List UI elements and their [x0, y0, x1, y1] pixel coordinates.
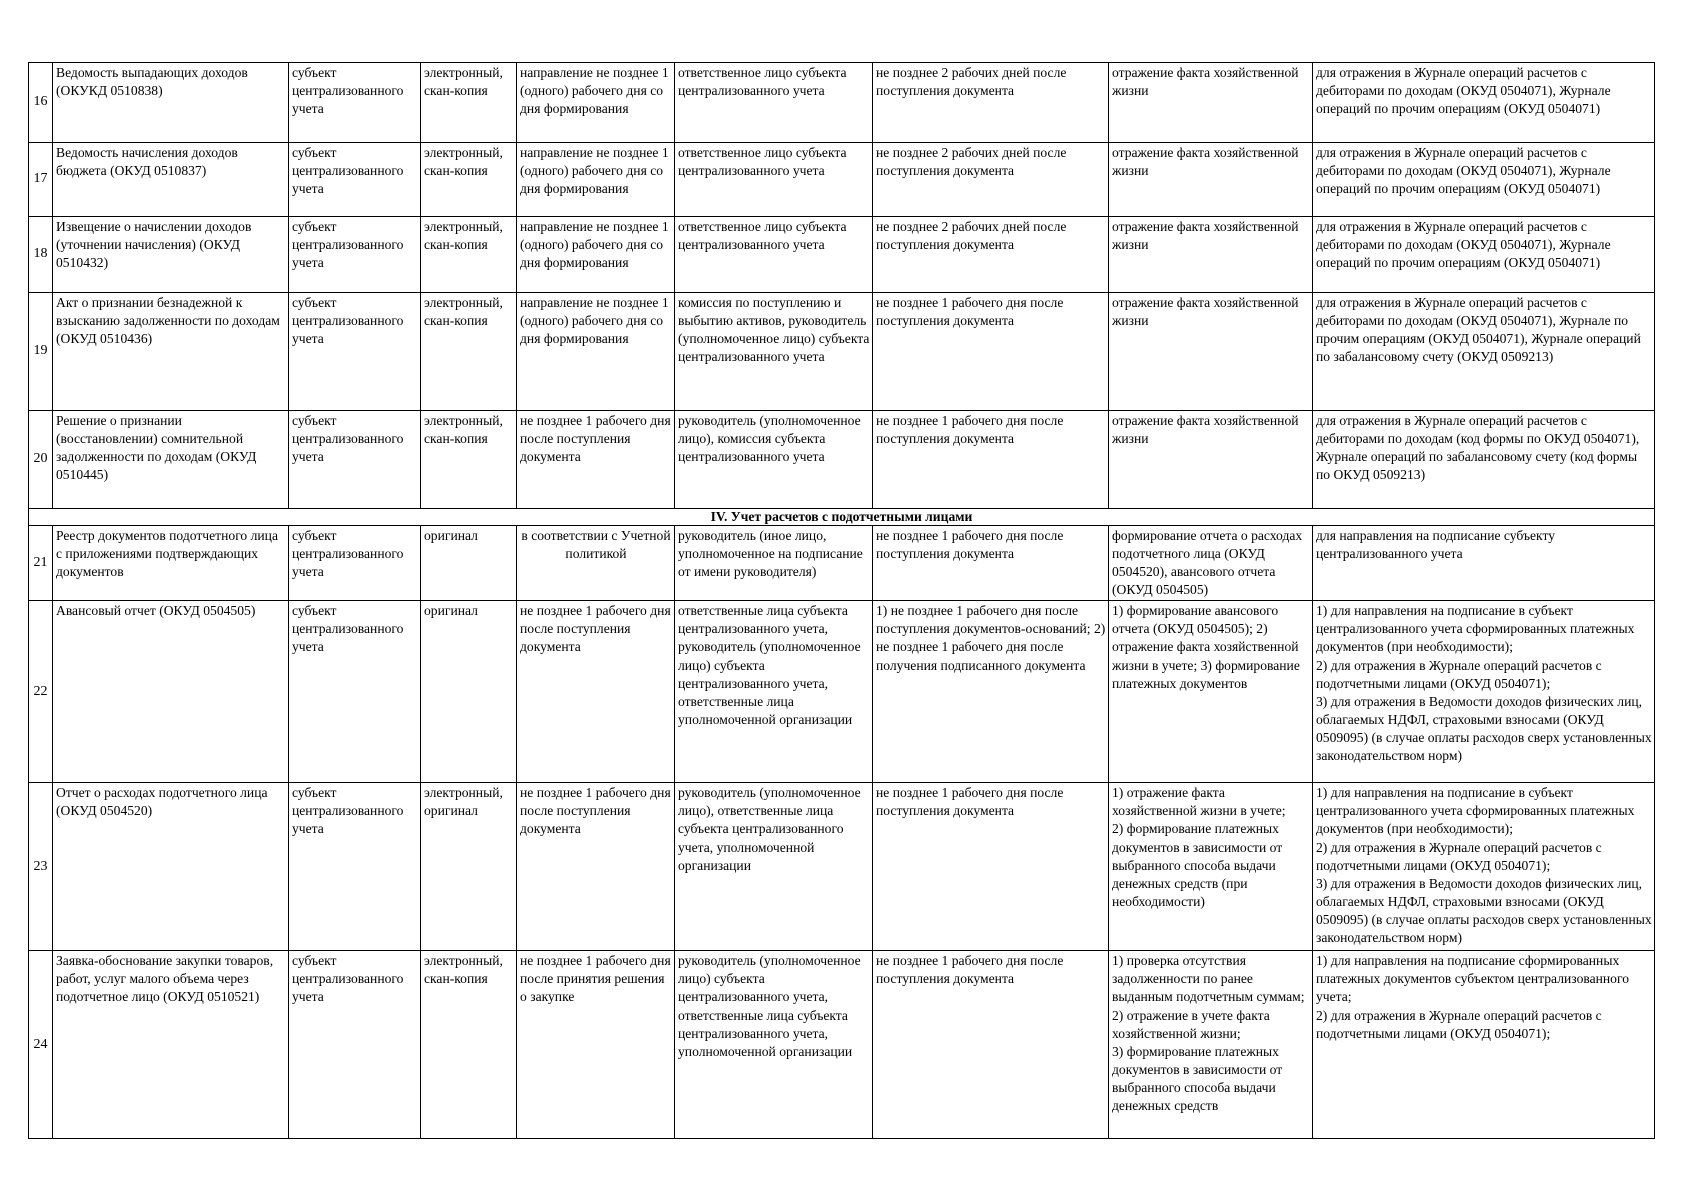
form-cell: электронный, скан-копия: [421, 217, 517, 293]
row-number: 24: [29, 951, 53, 1139]
responsible-cell: ответственное лицо субъекта централизованного учета: [675, 143, 873, 217]
row-number: 23: [29, 783, 53, 951]
submission-term-cell: не позднее 1 рабочего дня после поступления документа: [517, 601, 675, 783]
section-header-row: [29, 509, 1655, 526]
document-name-cell: Заявка-обоснование закупки товаров, работ, услуг малого объема через подотчетное лицо (ОКУД 0510521): [53, 951, 289, 1139]
submission-term-cell: не позднее 1 рабочего дня после поступления документа: [517, 411, 675, 509]
document-name-cell: Акт о признании безнадежной к взысканию задолженности по доходам (ОКУД 0510436): [53, 293, 289, 411]
row-number: 21: [29, 526, 53, 601]
action-cell: 1) проверка отсутствия задолженности по ранее выданным подотчетным суммам; 2) отражение в учете факта хозяйственной жизни; 3) формирование платежных документов в зависимости от выбранного способа выдачи денежных средств: [1109, 951, 1313, 1139]
deadline-cell: не позднее 1 рабочего дня после поступления документа: [873, 783, 1109, 951]
document-name-cell: Отчет о расходах подотчетного лица (ОКУД 0504520): [53, 783, 289, 951]
deadline-cell: 1) не позднее 1 рабочего дня после поступления документов-оснований; 2) не позднее 1 рабочего дня после получения подписанного документа: [873, 601, 1109, 783]
submission-term-cell: направление не позднее 1 (одного) рабочего дня со дня формирования: [517, 63, 675, 143]
purpose-cell: для направления на подписание субъекту централизованного учета: [1313, 526, 1655, 601]
action-cell: отражение факта хозяйственной жизни: [1109, 143, 1313, 217]
form-cell: электронный, скан-копия: [421, 63, 517, 143]
submission-term-cell: не позднее 1 рабочего дня после принятия решения о закупке: [517, 951, 675, 1139]
deadline-cell: не позднее 2 рабочих дней после поступления документа: [873, 63, 1109, 143]
purpose-cell: для отражения в Журнале операций расчетов с дебиторами по доходам (ОКУД 0504071), Журнале операций по прочим операциям (ОКУД 0504071): [1313, 217, 1655, 293]
responsible-cell: ответственные лица субъекта централизованного учета, руководитель (уполномоченное лицо) субъекта централизованного учета, ответственные лица уполномоченной организации: [675, 601, 873, 783]
submission-term-cell: не позднее 1 рабочего дня после поступления документа: [517, 783, 675, 951]
submission-term-cell: направление не позднее 1 (одного) рабочего дня со дня формирования: [517, 217, 675, 293]
creator-cell: субъект централизованного учета: [289, 601, 421, 783]
row-number: 22: [29, 601, 53, 783]
table-row: [29, 601, 1655, 783]
responsible-cell: ответственное лицо субъекта централизованного учета: [675, 63, 873, 143]
action-cell: отражение факта хозяйственной жизни: [1109, 217, 1313, 293]
submission-term-cell: направление не позднее 1 (одного) рабочего дня со дня формирования: [517, 293, 675, 411]
table-row: [29, 143, 1655, 217]
action-cell: отражение факта хозяйственной жизни: [1109, 411, 1313, 509]
deadline-cell: не позднее 2 рабочих дней после поступления документа: [873, 143, 1109, 217]
action-cell: формирование отчета о расходах подотчетного лица (ОКУД 0504520), авансового отчета (ОКУД 0504505): [1109, 526, 1313, 601]
row-number: 19: [29, 293, 53, 411]
creator-cell: субъект централизованного учета: [289, 143, 421, 217]
responsible-cell: руководитель (уполномоченное лицо) субъекта централизованного учета, ответственные лица субъекта централизованного учета, уполномоченной организации: [675, 951, 873, 1139]
purpose-cell: для отражения в Журнале операций расчетов с дебиторами по доходам (ОКУД 0504071), Журнале операций по прочим операциям (ОКУД 0504071): [1313, 63, 1655, 143]
table-row: [29, 217, 1655, 293]
responsible-cell: ответственное лицо субъекта централизованного учета: [675, 217, 873, 293]
table-row: [29, 411, 1655, 509]
purpose-cell: 1) для направления на подписание в субъект централизованного учета сформированных платежных документов (при необходимости); 2) для отражения в Журнале операций расчетов с подотчетными лицами (ОКУД 0504071); 3) для отражения в Ведомости доходов физических лиц, облагаемых НДФЛ, страховыми взносами (ОКУД 0509095) (в случае оплаты расходов сверх установленных законодательством норм): [1313, 601, 1655, 783]
purpose-cell: 1) для направления на подписание сформированных платежных документов субъектом централизованного учета; 2) для отражения в Журнале операций расчетов с подотчетными лицами (ОКУД 0504071);: [1313, 951, 1655, 1139]
deadline-cell: не позднее 1 рабочего дня после поступления документа: [873, 951, 1109, 1139]
form-cell: электронный, скан-копия: [421, 951, 517, 1139]
submission-term-cell: направление не позднее 1 (одного) рабочего дня со дня формирования: [517, 143, 675, 217]
table-row: [29, 783, 1655, 951]
deadline-cell: не позднее 1 рабочего дня после поступления документа: [873, 293, 1109, 411]
document-flow-table: [28, 62, 1655, 1139]
purpose-cell: для отражения в Журнале операций расчетов с дебиторами по доходам (ОКУД 0504071), Журнале по прочим операциям (ОКУД 0504071), Журнале операций по забалансовому счету (ОКУД 0509213): [1313, 293, 1655, 411]
section-title: IV. Учет расчетов с подотчетными лицами: [29, 509, 1655, 526]
table-row: [29, 526, 1655, 601]
creator-cell: субъект централизованного учета: [289, 783, 421, 951]
responsible-cell: руководитель (уполномоченное лицо), комиссия субъекта централизованного учета: [675, 411, 873, 509]
form-cell: оригинал: [421, 601, 517, 783]
action-cell: отражение факта хозяйственной жизни: [1109, 293, 1313, 411]
document-sheet: [28, 62, 1654, 1139]
creator-cell: субъект централизованного учета: [289, 411, 421, 509]
responsible-cell: комиссия по поступлению и выбытию активов, руководитель (уполномоченное лицо) субъекта централизованного учета: [675, 293, 873, 411]
creator-cell: субъект централизованного учета: [289, 293, 421, 411]
document-name-cell: Решение о признании (восстановлении) сомнительной задолженности по доходам (ОКУД 0510445): [53, 411, 289, 509]
creator-cell: субъект централизованного учета: [289, 951, 421, 1139]
purpose-cell: для отражения в Журнале операций расчетов с дебиторами по доходам (код формы по ОКУД 0504071), Журнале операций по забалансовому счету (код формы по ОКУД 0509213): [1313, 411, 1655, 509]
document-name-cell: Извещение о начислении доходов (уточнении начисления) (ОКУД 0510432): [53, 217, 289, 293]
deadline-cell: не позднее 1 рабочего дня после поступления документа: [873, 411, 1109, 509]
purpose-cell: для отражения в Журнале операций расчетов с дебиторами по доходам (ОКУД 0504071), Журнале операций по прочим операциям (ОКУД 0504071): [1313, 143, 1655, 217]
creator-cell: субъект централизованного учета: [289, 63, 421, 143]
creator-cell: субъект централизованного учета: [289, 217, 421, 293]
document-name-cell: Авансовый отчет (ОКУД 0504505): [53, 601, 289, 783]
document-name-cell: Реестр документов подотчетного лица с приложениями подтверждающих документов: [53, 526, 289, 601]
document-name-cell: Ведомость выпадающих доходов (ОКУКД 0510838): [53, 63, 289, 143]
table-row: [29, 293, 1655, 411]
form-cell: оригинал: [421, 526, 517, 601]
responsible-cell: руководитель (иное лицо, уполномоченное на подписание от имени руководителя): [675, 526, 873, 601]
action-cell: 1) формирование авансового отчета (ОКУД 0504505); 2) отражение факта хозяйственной жизни в учете; 3) формирование платежных документов: [1109, 601, 1313, 783]
form-cell: электронный, скан-копия: [421, 411, 517, 509]
action-cell: отражение факта хозяйственной жизни: [1109, 63, 1313, 143]
action-cell: 1) отражение факта хозяйственной жизни в учете; 2) формирование платежных документов в зависимости от выбранного способа выдачи денежных средств (при необходимости): [1109, 783, 1313, 951]
table-row: [29, 951, 1655, 1139]
document-name-cell: Ведомость начисления доходов бюджета (ОКУД 0510837): [53, 143, 289, 217]
deadline-cell: не позднее 2 рабочих дней после поступления документа: [873, 217, 1109, 293]
row-number: 17: [29, 143, 53, 217]
deadline-cell: не позднее 1 рабочего дня после поступления документа: [873, 526, 1109, 601]
submission-term-cell: в соответствии с Учетной политикой: [517, 526, 675, 601]
form-cell: электронный, скан-копия: [421, 293, 517, 411]
table-body: [29, 63, 1655, 1139]
responsible-cell: руководитель (уполномоченное лицо), ответственные лица субъекта централизованного учета, уполномоченной организации: [675, 783, 873, 951]
row-number: 18: [29, 217, 53, 293]
creator-cell: субъект централизованного учета: [289, 526, 421, 601]
row-number: 16: [29, 63, 53, 143]
form-cell: электронный, оригинал: [421, 783, 517, 951]
form-cell: электронный, скан-копия: [421, 143, 517, 217]
row-number: 20: [29, 411, 53, 509]
purpose-cell: 1) для направления на подписание в субъект централизованного учета сформированных платежных документов (при необходимости); 2) для отражения в Журнале операций расчетов с подотчетными лицами (ОКУД 0504071); 3) для отражения в Ведомости доходов физических лиц, облагаемых НДФЛ, страховыми взносами (ОКУД 0509095) (в случае оплаты расходов сверх установленных законодательством норм): [1313, 783, 1655, 951]
table-row: [29, 63, 1655, 143]
